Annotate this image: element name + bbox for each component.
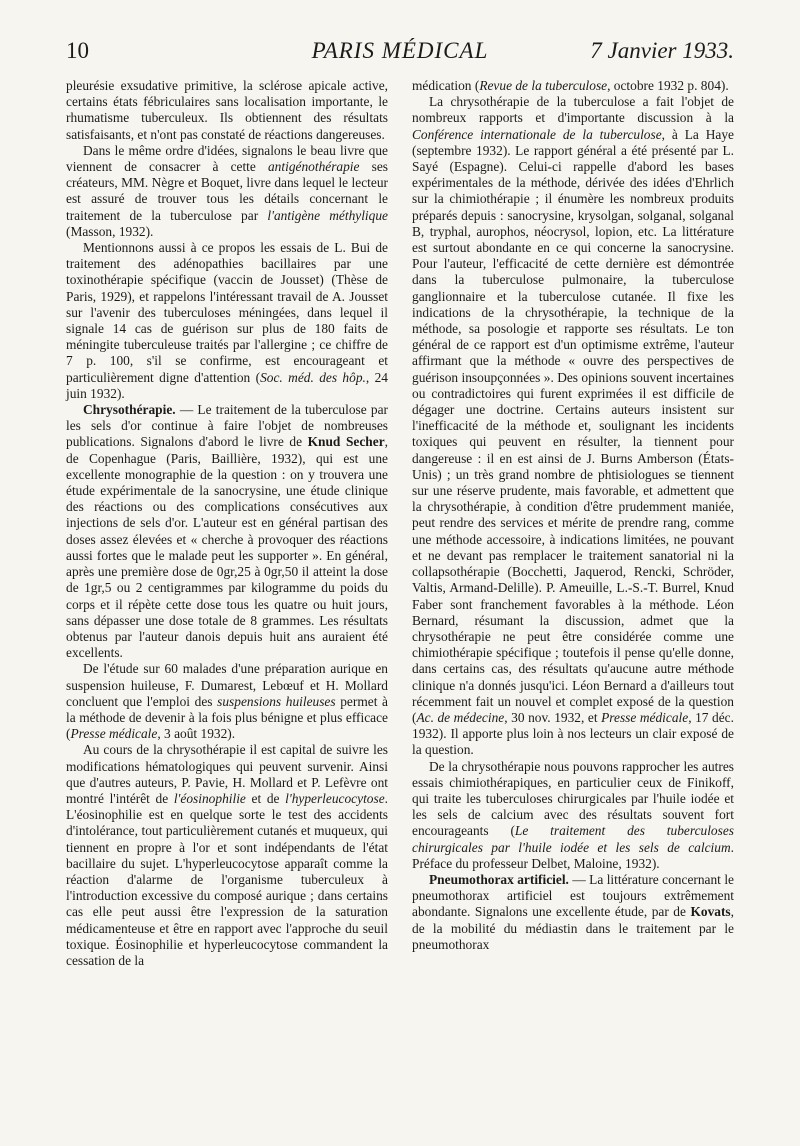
text: , à La Haye (septembre 1932). Le rapport général a été présenté par L. Sayé (Espagne). Celui-ci rappelle d'abord les bases expérimentales de la méthode, dérivée des idées d'Ehrlich sur la chimiothérapie ; il énumère les nombreux produits préparés depuis : sanocrysine, krysolgan, solganal, solganal B, tryphal, aurophos, néocrysol, lopion, etc. La littérature est surtout abondante en ce qui concerne la sanocrysine. Pour l'auteur, l'efficacité de cette dernière est démontrée dans la tuberculose pulmonaire, la tuberculose ganglionnaire et la tuberculose cutanée. Il fixe les indications de la chrysothérapie, la technique de la méthode, sa posologie et rapporte ses résultats. Le ton général de ce rapport est d'un optimisme extrême, l'auteur affirmant que la méthode « ouvre des perspectives de guérison insoupçonnées ». Des opinions souvent incertaines ou contradictoires qui furent exprimées il est difficile de dégager une doctrine. Certains auteurs insistent sur l'inefficacité de la méthode et, soulignant les incidents toxiques qui peuvent en résulter, la tiennent pour dangereuse : il en est ainsi de J. Burns Amberson (États-Unis) ; un très grand nombre de phtisiologues se tiennent sur une réserve prudente, mais favorable, et admettent que la chrysothérapie, à condition d'être prudemment maniée, peut rendre des services et mérite de prendre rang, comme une méthode accessoire, à indications limitées, ne pouvant et ne devant pas remplacer le traitement sanatorial ni la collapsothérapie (Bocchetti, Jaquerod, Rencki, Schröder, Valtis, Armand-Delille). P. Ameuille, L.-S.-T. Burrel, Knud Faber sont franchement favorables à la méthode. Léon Bernard, résumant la discussion, admet que la chrysothérapie ne peut être considérée comme une chimiothérapie spécifique ; toutefois il pense qu'elle donne, dans certains cas, des résultats qu'aucune autre méthode clinique n'a donnés jusqu'ici. Léon Bernard a d'ailleurs tout récemment fait un nouvel et complet exposé de la question ( xyxy=(412,126,734,725)
italic-term: suspensions huileuses xyxy=(217,693,336,709)
section-heading: Chrysothérapie. xyxy=(83,402,176,418)
author-name: Kovats xyxy=(690,904,731,920)
paragraph xyxy=(412,94,734,758)
italic-term: l'antigène méthylique xyxy=(267,207,388,223)
text: — Le traitement de la tuberculose par les sels d'or continue à faire l'objet de nombreuses publications. Signalons d'abord le livre de xyxy=(66,402,388,450)
text: médication ( xyxy=(412,78,480,93)
paragraph xyxy=(412,872,734,953)
citation: Ac. de médecine xyxy=(416,709,505,725)
text: , de la mobilité du médiastin dans le traitement par le pneumothorax xyxy=(412,904,734,952)
text: , de Copenhague (Paris, Baillière, 1932), qui est une excellente monographie de la question : on y trouvera une étude expérimentale de la sanocrysine, une étude clinique des réactions ou des complications consécutives aux injections de sels d'or. L'auteur est en général partisan des doses assez élevées et « cherche à provoquer des réactions aussi fortes que le malade peut les supporter ». En général, après une première dose de 0gr,25 à 0gr,50 il atteint la dose de 1gr,5 ou 2 centigrammes par kilogramme du poids du corps et il répète cette dose tous les quatre ou huit jours, sans dépasser une dose totale de 8 grammes. Les résultats obtenus par l'auteur danois depuis huit ans auraient été excellents. xyxy=(66,434,389,661)
text: ses créateurs, MM. Nègre et Boquet, livre dans lequel le lecteur est assuré de trouver tous les détails concernant le traitement de la tuberculose par xyxy=(66,159,388,223)
text: Dans le même ordre d'idées, signalons le beau livre que viennent de consacrer à cette xyxy=(66,142,388,175)
paragraph xyxy=(66,143,388,240)
journal-title: PARIS MÉDICAL xyxy=(311,38,489,63)
page-number: 10 xyxy=(66,38,89,63)
section-heading: Pneumothorax artificiel. xyxy=(429,871,569,887)
right-column xyxy=(412,78,734,953)
citation: Soc. méd. des hôp. xyxy=(260,369,366,385)
paragraph xyxy=(66,240,388,402)
text: , 17 déc. 1932). Il apporte plus loin à nos lecteurs un clair exposé de la question. xyxy=(412,709,734,758)
text: , 24 juin 1932). xyxy=(66,369,389,401)
text: La chrysothérapie de la tuberculose a fait l'objet de nombreux rapports et d'importante discussion à la xyxy=(412,94,734,126)
paragraph xyxy=(66,402,388,661)
issue-date: 7 Janvier 1933. xyxy=(590,38,734,63)
text: Au cours de la chrysothérapie il est capital de suivre les modifications hématologiques qui peuvent survenir. Ainsi que d'autres auteurs, P. Pavie, H. Mollard et P. Lefèvre ont montré l'intérêt de xyxy=(66,742,388,806)
text: et de xyxy=(245,790,286,806)
left-column xyxy=(66,78,388,969)
italic-term: antigénothérapie xyxy=(267,159,360,175)
text: — La littérature concernant le pneumothorax artificiel est toujours extrêmement abondante. Signalons une excellente étude, par de xyxy=(412,871,734,920)
text: , 30 nov. 1932, et xyxy=(504,709,602,725)
italic-term: l'éosinophilie xyxy=(173,790,246,806)
text: (Masson, 1932). xyxy=(66,223,154,239)
paragraph xyxy=(66,742,388,969)
paragraph xyxy=(66,78,388,143)
text: . Préface du professeur Delbet, Maloine, 1932). xyxy=(412,839,734,871)
running-header xyxy=(66,38,734,72)
text: , octobre 1932 p. 804). xyxy=(607,78,729,93)
paragraph xyxy=(66,661,388,742)
paragraph xyxy=(412,78,734,94)
text: De l'étude sur 60 malades d'une préparation aurique en suspension huileuse, F. Dumarest, Lebœuf et H. Mollard concluent que l'emploi des xyxy=(66,661,388,709)
text: De la chrysothérapie nous pouvons rapprocher les autres essais chimiothérapiques, en particulier ceux de Finikoff, qui traite les tuberculoses chirurgicales par l'huile iodée et les sels de calcium avec des résultats souvent fort encourageants ( xyxy=(412,758,734,839)
text: permet à la méthode de devenir à la fois plus bénigne et plus efficace ( xyxy=(66,693,388,742)
text: . L'éosinophilie est en quelque sorte le test des accidents d'intolérance, tout particulièrement cutanés et muqueux, qui tiennent en propre à l'or et sont indépendants de l'état bacillaire du sujet. L'hyperleucocytose apparaît comme la réaction d'alarme de l'organisme tuberculeux à l'introduction excessive du composé aurique ; dans certains cas elle peut aussi être l'expression de la saturation médicamenteuse et être en rapport avec l'approche du seuil toxique. Éosinophilie et hyperleucocytose commandent la cessation de la xyxy=(66,790,388,968)
text: pleurésie exsudative primitive, la sclérose apicale active, certains états fébriculaires sans localisation importante, le rhumatisme tuberculeux. Ils obtiennent des résultats satisfaisants, et n'ont pas constaté de réactions dangereuses. xyxy=(66,78,388,142)
citation: Presse médicale xyxy=(70,726,158,742)
italic-term: l'hyperleucocytose xyxy=(285,790,385,806)
citation: Revue de la tuberculose xyxy=(479,78,608,93)
paragraph xyxy=(412,759,734,872)
citation: Presse médicale xyxy=(601,709,689,725)
citation: Le traitement des tuberculoses chirurgicales par l'huile iodée et les sels de calcium xyxy=(412,823,734,855)
text: Mentionnons aussi à ce propos les essais de L. Bui de traitement des adénopathies bacillaires par une toxinothérapie spécifique (vaccin de Jousset) (Thèse de Paris, 1929), et rappelons l'intéressant travail de A. Jousset sur l'avenir des tuberculoses méningées, dans lequel il signale 14 cas de guérison sur plus de 180 faits de méningite tuberculeuse traités par l'allergine ; ce chiffre de 7 p. 100, s'il se confirme, est encourageant et particulièrement digne d'attention ( xyxy=(66,240,388,385)
author-name: Knud Secher xyxy=(307,434,385,450)
citation: Conférence internationale de la tuberculose xyxy=(412,126,662,142)
text: , 3 août 1932). xyxy=(157,726,236,742)
